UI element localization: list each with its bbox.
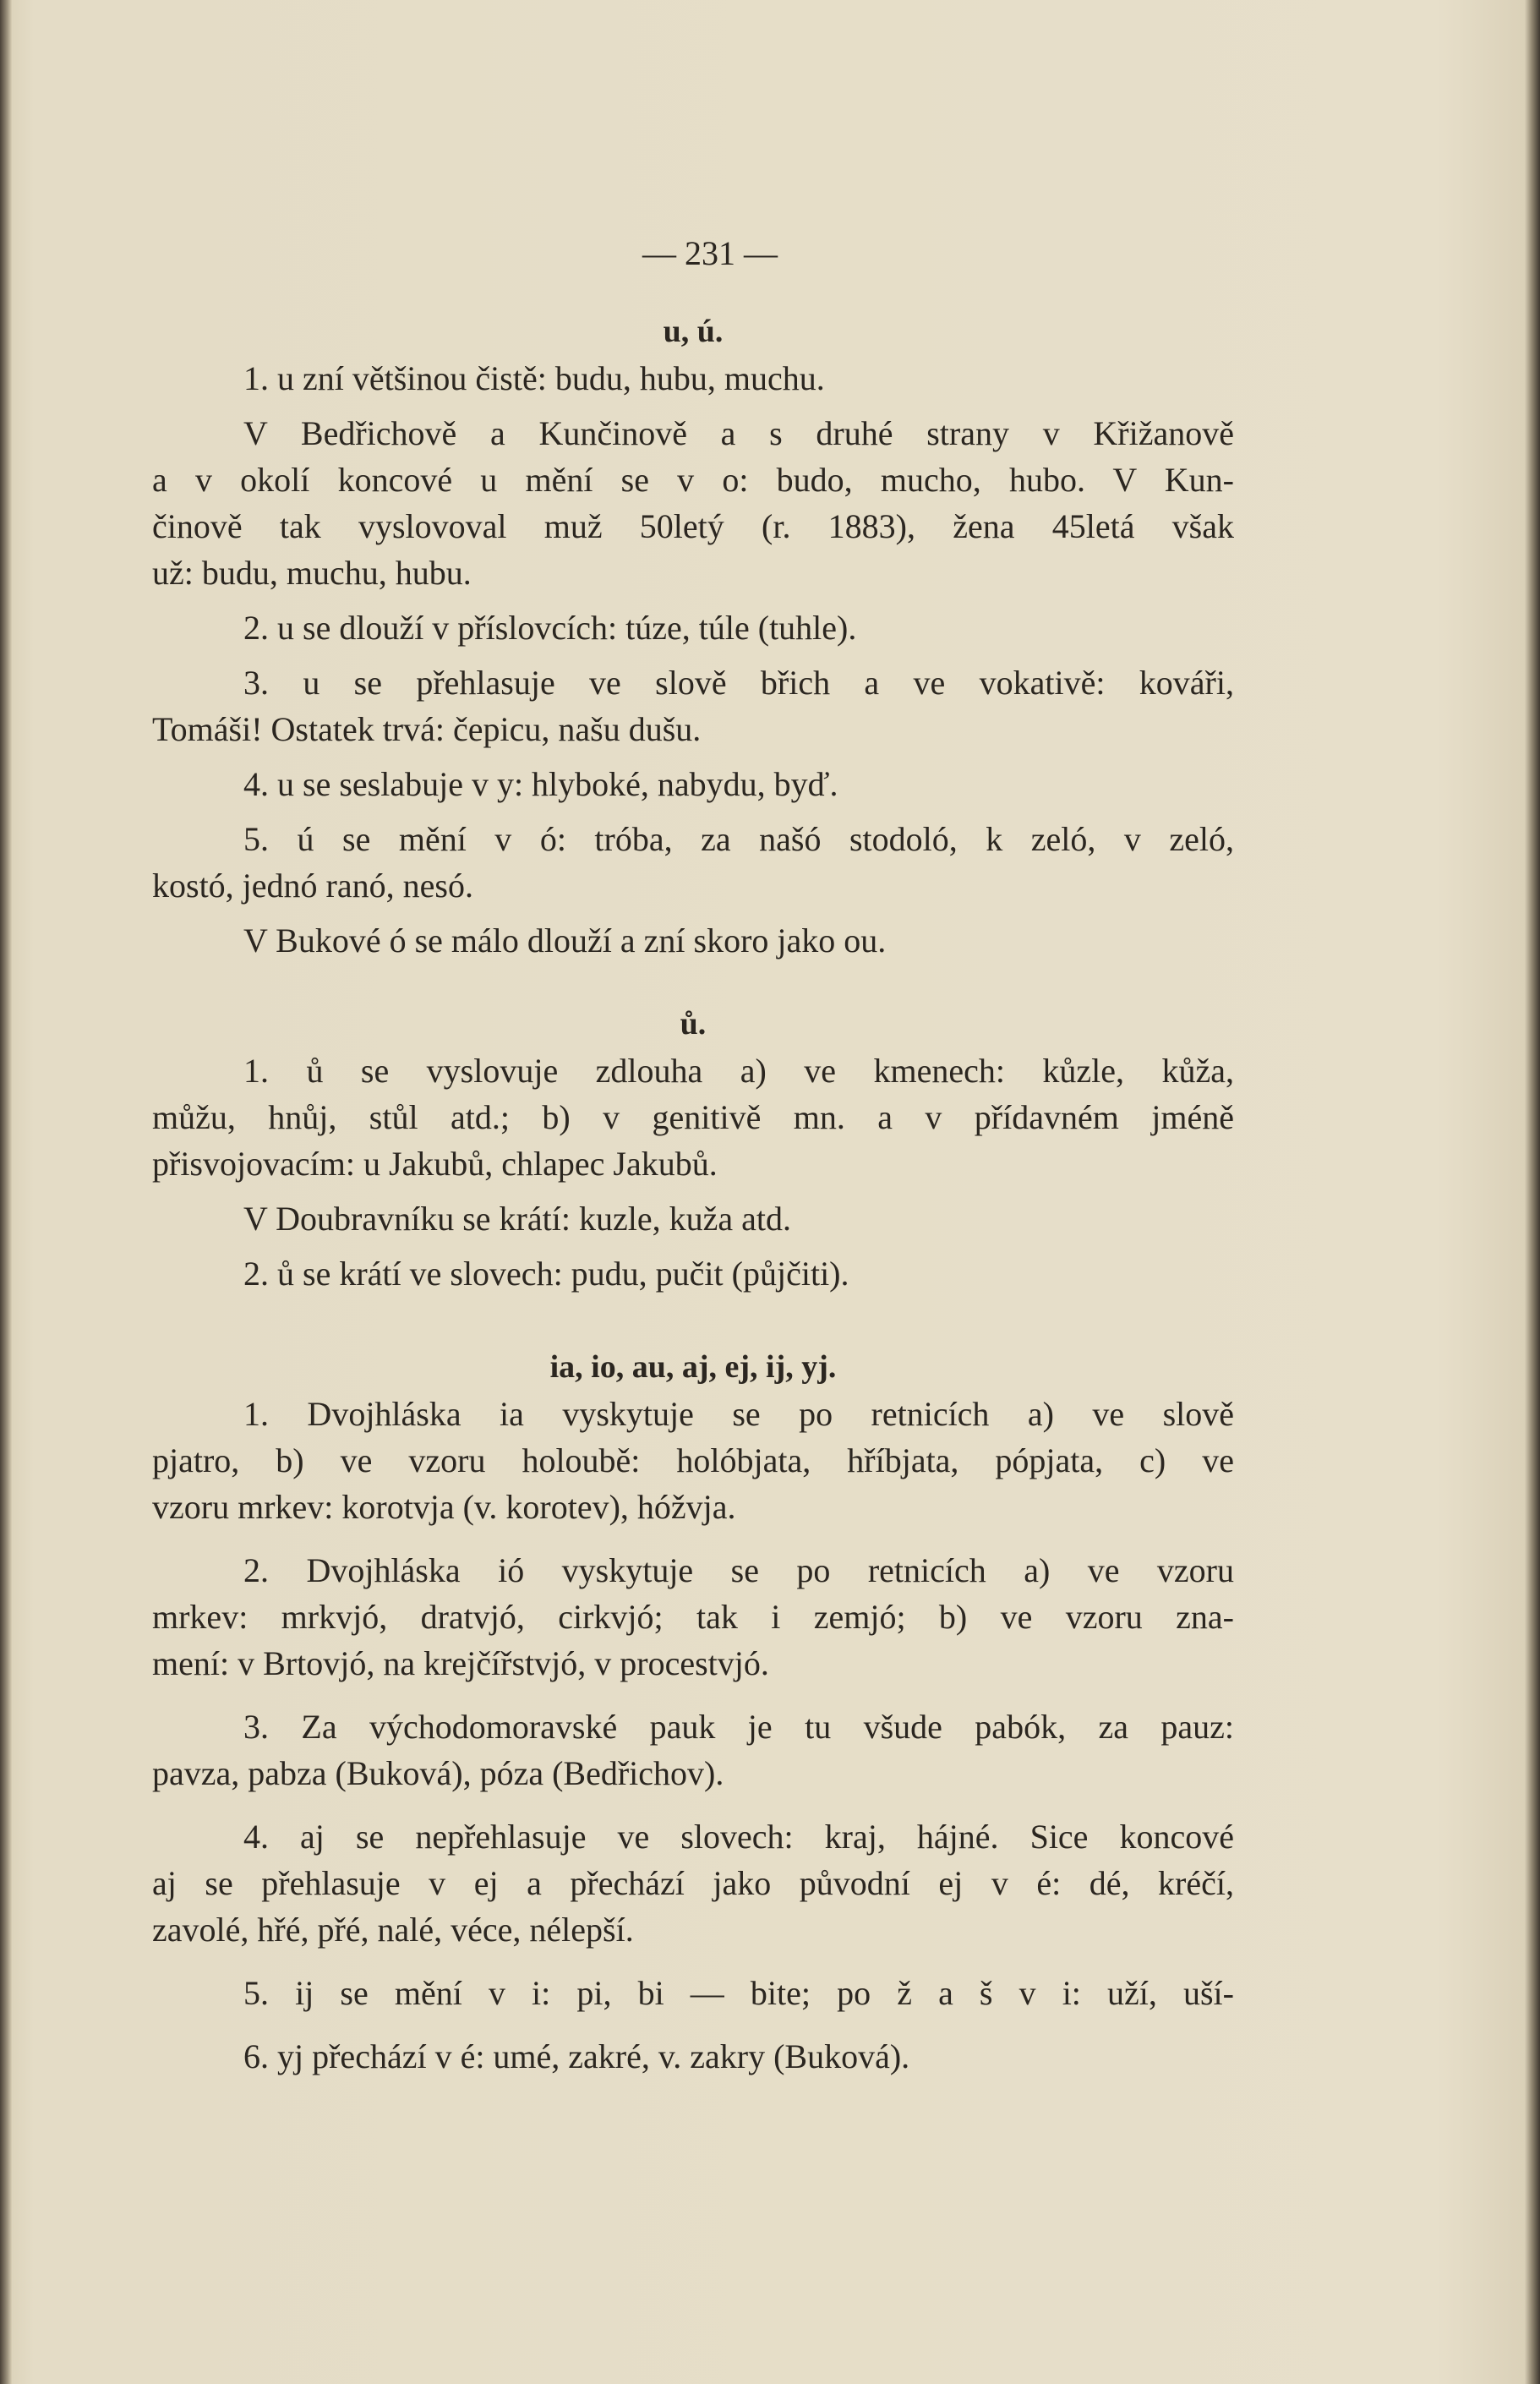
text-line: 1. ů se vyslovuje zdlouha a) ve kmenech: kůzle, kůža, <box>243 1052 1234 1090</box>
text-line: mrkev: mrkvjó, dratvjó, cirkvjó; tak i zemjó; b) ve vzoru zna- <box>152 1598 1234 1636</box>
paragraph <box>152 816 1234 909</box>
paragraph <box>152 1195 1234 1242</box>
text-line: 1. Dvojhláska ia vyskytuje se po retnicích a) ve slově <box>243 1395 1234 1433</box>
paragraph <box>152 410 1234 596</box>
text-line: pavza, pabza (Buková), póza (Bedřichov). <box>152 1754 724 1792</box>
paragraph <box>152 761 1234 807</box>
page-right-edge <box>1525 0 1540 2384</box>
section-heading-diphthongs: ia, io, au, aj, ej, ij, yj. <box>549 1349 837 1385</box>
text-line: můžu, hnůj, stůl atd.; b) v genitivě mn. a v přídavném jméně <box>152 1098 1234 1136</box>
text-line: činově tak vyslovoval muž 50letý (r. 1883), žena 45letá však <box>152 507 1234 545</box>
text-line: kostó, jednó ranó, nesó. <box>152 867 473 905</box>
text-line: 4. aj se nepřehlasuje ve slovech: kraj, hájné. Sice koncové <box>243 1818 1234 1856</box>
page-content <box>152 230 1234 2080</box>
paragraph <box>152 2033 1234 2080</box>
page-number: — 231 — <box>642 234 778 272</box>
text-line: pjatro, b) ve vzoru holoubě: holóbjata, hříbjata, pópjata, c) ve <box>152 1441 1234 1479</box>
section-heading-u: u, ú. <box>663 314 724 349</box>
section-diphthongs <box>152 1391 1234 2080</box>
paragraph <box>152 1250 1234 1297</box>
paragraph <box>152 659 1234 752</box>
paragraph <box>152 1391 1234 1530</box>
text-line: 5. ij se mění v i: pi, bi — bite; po ž a š v i: uží, uší- <box>243 1974 1234 2012</box>
paragraph <box>152 604 1234 651</box>
section-u-ring <box>152 1047 1234 1297</box>
paragraph <box>152 1547 1234 1687</box>
text-line: už: budu, muchu, hubu. <box>152 554 472 592</box>
text-line: 4. u se seslabuje v y: hlyboké, nabydu, byď. <box>243 765 838 803</box>
text-line: vzoru mrkev: korotvja (v. korotev), hóžvja. <box>152 1488 736 1526</box>
paragraph <box>152 355 1234 402</box>
text-line: 2. ů se krátí ve slovech: pudu, pučit (půjčiti). <box>243 1255 849 1293</box>
page-left-edge <box>0 0 12 2384</box>
text-line: 3. Za východomoravské pauk je tu všude pabók, za pauz: <box>243 1708 1234 1746</box>
text-line: 6. yj přechází v é: umé, zakré, v. zakry (Buková). <box>243 2037 910 2075</box>
text-line: a v okolí koncové u mění se v o: budo, mucho, hubo. V Kun- <box>152 461 1234 499</box>
paragraph <box>152 1703 1234 1796</box>
section-u <box>152 355 1234 964</box>
text-line: zavolé, hřé, přé, nalé, véce, nélepší. <box>152 1911 634 1949</box>
text-line: aj se přehlasuje v ej a přechází jako původní ej v é: dé, kréčí, <box>152 1864 1234 1902</box>
paragraph <box>152 1047 1234 1187</box>
text-line: V Bedřichově a Kunčinově a s druhé strany v Křižanově <box>243 414 1234 452</box>
text-line: přisvojovacím: u Jakubů, chlapec Jakubů. <box>152 1145 718 1183</box>
section-heading-u-ring: ů. <box>680 1006 707 1042</box>
text-line: V Doubravníku se krátí: kuzle, kuža atd. <box>243 1200 791 1238</box>
paragraph <box>152 917 1234 964</box>
text-line: 1. u zní většinou čistě: budu, hubu, muchu. <box>243 359 825 397</box>
text-line: Tomáši! Ostatek trvá: čepicu, našu dušu. <box>152 710 702 748</box>
text-line: 5. ú se mění v ó: tróba, za našó stodoló, k zeló, v zeló, <box>243 820 1234 858</box>
text-line: 3. u se přehlasuje ve slově břich a ve vokativě: kováři, <box>243 664 1234 702</box>
text-line: 2. u se dlouží v příslovcích: túze, túle (tuhle). <box>243 609 857 647</box>
text-line: V Bukové ó se málo dlouží a zní skoro jako ou. <box>243 921 887 960</box>
text-line: 2. Dvojhláska ió vyskytuje se po retnicích a) ve vzoru <box>243 1551 1234 1589</box>
text-line: mení: v Brtovjó, na krejčířstvjó, v procestvjó. <box>152 1644 769 1682</box>
paragraph <box>152 1970 1234 2016</box>
paragraph <box>152 1813 1234 1953</box>
